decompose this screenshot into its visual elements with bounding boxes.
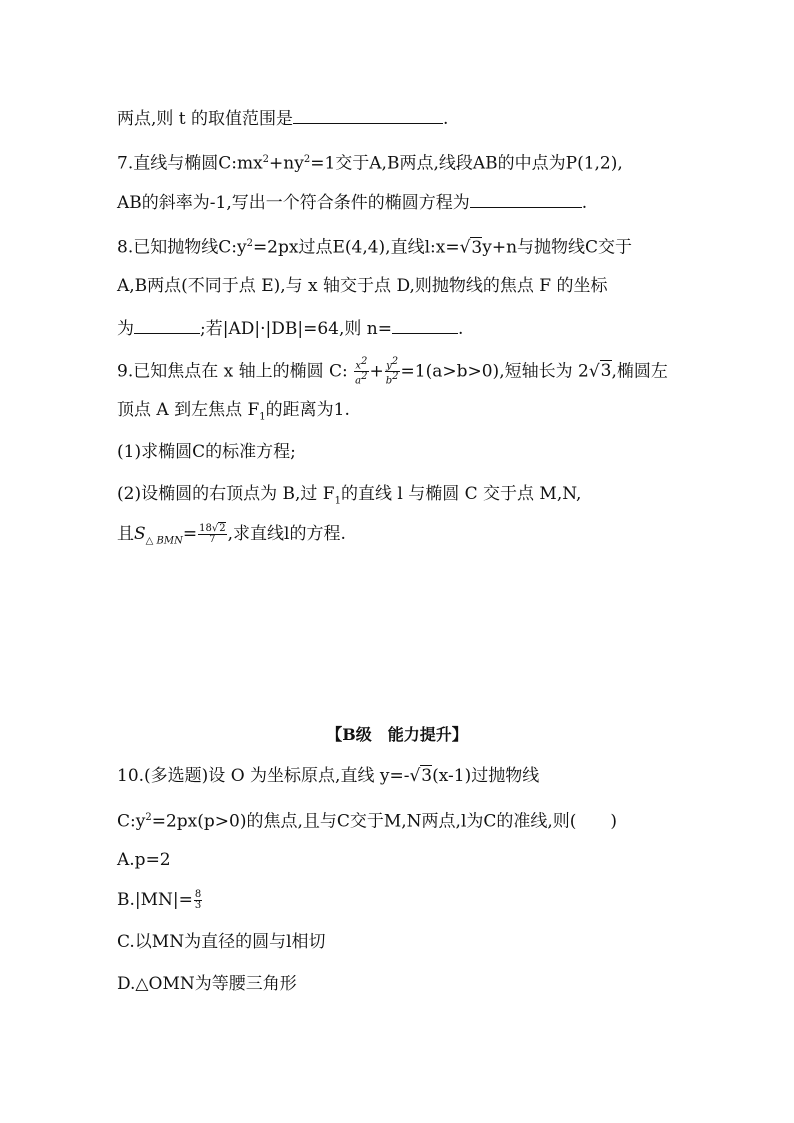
radicand: 3 xyxy=(600,361,612,382)
sqrt-sign: √ xyxy=(459,237,471,258)
text: =2px过点E(4,4),直线l:x= xyxy=(252,237,460,258)
q9-line2 xyxy=(117,399,350,428)
text: (2)设椭圆的右顶点为 B,过 F xyxy=(117,484,335,504)
text: ;若|AD|·|DB|=64,则 n= xyxy=(200,319,392,339)
q7-line1 xyxy=(117,149,623,175)
text: ,椭圆左 xyxy=(611,361,668,382)
option-d xyxy=(117,973,297,995)
answer-blank xyxy=(293,107,443,124)
text: +ny xyxy=(269,153,304,174)
q9-part2 xyxy=(117,483,581,512)
equals: = xyxy=(182,524,198,544)
superscript: 2 xyxy=(303,154,311,165)
superscript: 2 xyxy=(145,812,152,823)
text: A,B两点(不同于点 E),与 x 轴交于点 D,则抛物线的焦点 F 的坐标 xyxy=(117,276,608,296)
text: 9.已知焦点在 x 轴上的椭圆 C: xyxy=(117,361,348,382)
option-b xyxy=(117,889,203,911)
q6-continuation-line xyxy=(117,107,448,130)
q8-line2 xyxy=(117,275,607,297)
text: y+n与抛物线C交于 xyxy=(482,237,633,258)
subscript: 1 xyxy=(334,495,341,507)
option-c xyxy=(117,931,326,953)
period: . xyxy=(457,319,464,339)
answer-blank xyxy=(392,317,458,334)
text: 7.直线与椭圆C:mx xyxy=(117,153,263,174)
area-symbol: S xyxy=(134,524,146,544)
superscript: 2 xyxy=(262,154,270,165)
period: . xyxy=(443,109,449,129)
text: 的直线 l 与椭圆 C 交于点 M,N, xyxy=(340,484,582,504)
q10-line2 xyxy=(117,807,617,833)
text: AB的斜率为-1,写出一个符合条件的椭圆方程为 xyxy=(117,193,470,213)
text: C.以MN为直径的圆与l相切 xyxy=(117,932,326,952)
radicand: 3 xyxy=(421,766,433,786)
fraction-18sqrt2-7: $\frac{18√2}{7}$ xyxy=(199,523,226,545)
option-a xyxy=(117,849,171,871)
text: A.p=2 xyxy=(117,850,171,870)
answer-blank xyxy=(134,317,200,334)
q8-line1 xyxy=(117,233,632,259)
plus: + xyxy=(369,361,384,382)
radicand: 3 xyxy=(471,237,483,258)
period: . xyxy=(581,193,588,213)
q7-line2 xyxy=(117,191,587,214)
text: =1交于A,B两点,线段AB的中点为P(1,2), xyxy=(310,153,623,174)
text: 的距离为1. xyxy=(265,400,350,420)
sqrt-sign: √ xyxy=(588,361,600,382)
subscript: △ BMN xyxy=(145,535,183,547)
subscript: 1 xyxy=(259,411,266,423)
text: (1)求椭圆C的标准方程; xyxy=(117,442,296,462)
text: 且 xyxy=(117,524,134,544)
q9-line5 xyxy=(117,523,346,552)
q9-line1 xyxy=(117,357,668,387)
superscript: 2 xyxy=(246,238,253,249)
text: ,求直线l的方程. xyxy=(227,524,346,544)
q9-part1 xyxy=(117,441,296,463)
text: 10.(多选题)设 O 为坐标原点,直线 y=- xyxy=(117,766,410,786)
text: =1(a>b>0),短轴长为 2 xyxy=(400,361,589,382)
answer-blank xyxy=(470,191,582,208)
text: B.|MN|= xyxy=(117,890,193,910)
q8-line3 xyxy=(117,317,463,340)
text: =2px(p>0)的焦点,且与C交于M,N两点,l为C的准线,则( ) xyxy=(151,811,618,832)
section-title: 【B级 能力提升】 xyxy=(326,725,468,744)
text: 8.已知抛物线C:y xyxy=(117,237,247,258)
text: (x-1)过抛物线 xyxy=(432,766,540,786)
text: D.△OMN为等腰三角形 xyxy=(117,974,297,994)
fraction-x2-a2: $\frac{x^2}{a^2}$ xyxy=(355,356,368,387)
text: C:y xyxy=(117,811,146,832)
text: 两点,则 t 的取值范围是 xyxy=(117,109,294,129)
text: 顶点 A 到左焦点 F xyxy=(117,400,260,420)
fraction-8-3: $\frac{8}{3}$ xyxy=(194,889,202,911)
q10-line1 xyxy=(117,765,539,787)
text: 为 xyxy=(117,319,134,339)
sqrt-sign: √ xyxy=(409,766,421,786)
fraction-y2-b2: $\frac{y^2}{b^2}$ xyxy=(385,356,399,387)
